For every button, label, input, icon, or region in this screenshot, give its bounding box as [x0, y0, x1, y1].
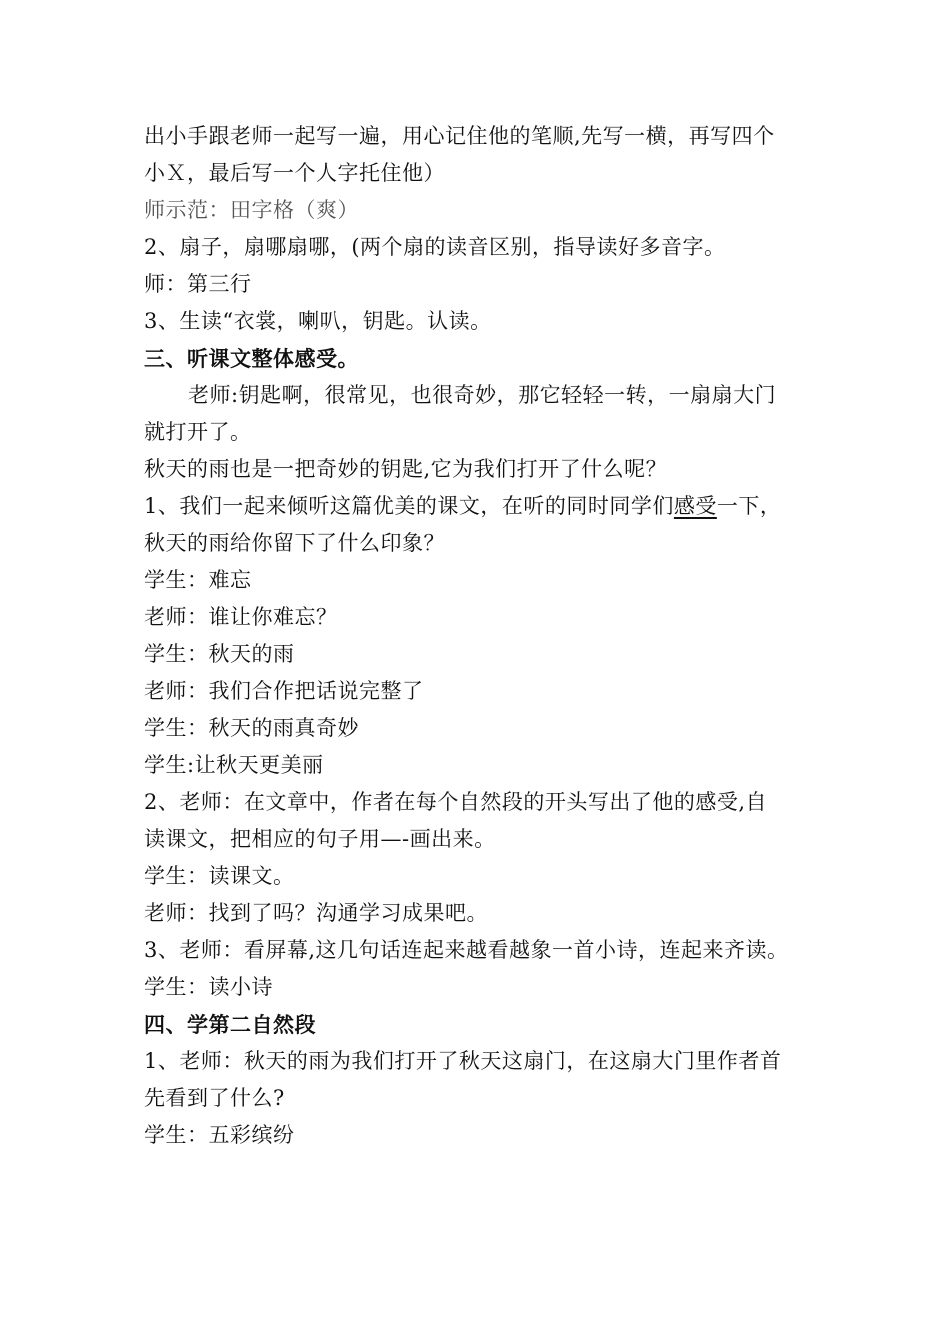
- text-line: 学生：读小诗: [144, 975, 273, 999]
- section-heading: 三、听课文整体感受。: [144, 346, 359, 371]
- document-page: [144, 118, 816, 1154]
- text-line: 学生：难忘: [144, 568, 252, 592]
- text-line: 学生：五彩缤纷: [144, 1123, 295, 1147]
- text-line: 老师：谁让你难忘？: [144, 605, 338, 629]
- text-segment: 1、我们一起来倾听这篇优美的课文，在听的同时同学们: [144, 494, 674, 518]
- section-heading: 四、学第二自然段: [144, 1012, 316, 1037]
- text-line: 老师：找到了吗？沟通学习成果吧。: [144, 901, 488, 925]
- text-line: 师示范：田字格（爽）: [144, 198, 359, 222]
- text-line: 3、老师：看屏幕,这几句话连起来越看越象一首小诗，连起来齐读。: [144, 938, 789, 962]
- text-line: [144, 488, 816, 525]
- text-line: 学生：秋天的雨真奇妙: [144, 716, 359, 740]
- text-line: 老师：我们合作把话说完整了: [144, 679, 424, 703]
- text-line: 3、生读“衣裳，喇叭，钥匙。认读。: [144, 309, 492, 333]
- text-line: 出小手跟老师一起写一遍，用心记住他的笔顺,先写一横，再写四个: [144, 124, 775, 148]
- text-line: 学生：秋天的雨: [144, 642, 295, 666]
- text-line: 师：第三行: [144, 272, 252, 296]
- text-line: 秋天的雨给你留下了什么印象？: [144, 531, 445, 555]
- text-line: 秋天的雨也是一把奇妙的钥匙,它为我们打开了什么呢？: [144, 457, 668, 481]
- text-line: 小Ｘ，最后写一个人字托住他）: [144, 161, 445, 185]
- text-line: 1、老师：秋天的雨为我们打开了秋天这扇门，在这扇大门里作者首: [144, 1049, 782, 1073]
- text-line: 就打开了。: [144, 420, 252, 444]
- text-line: 先看到了什么?: [144, 1086, 285, 1110]
- text-line: 2、老师：在文章中，作者在每个自然段的开头写出了他的感受,自: [144, 790, 768, 814]
- text-line: 学生:让秋天更美丽: [144, 753, 324, 777]
- text-line: 读课文，把相应的句子用—-画出来。: [144, 827, 496, 851]
- text-line: 老师:钥匙啊，很常见，也很奇妙，那它轻轻一转，一扇扇大门: [188, 383, 777, 407]
- text-line: 学生：读课文。: [144, 864, 295, 888]
- text-line: 2、扇子，扇哪扇哪，(两个扇的读音区别，指导读好多音字。: [144, 235, 726, 259]
- underlined-word: 感受: [673, 494, 717, 518]
- text-segment: 一下，: [716, 494, 782, 518]
